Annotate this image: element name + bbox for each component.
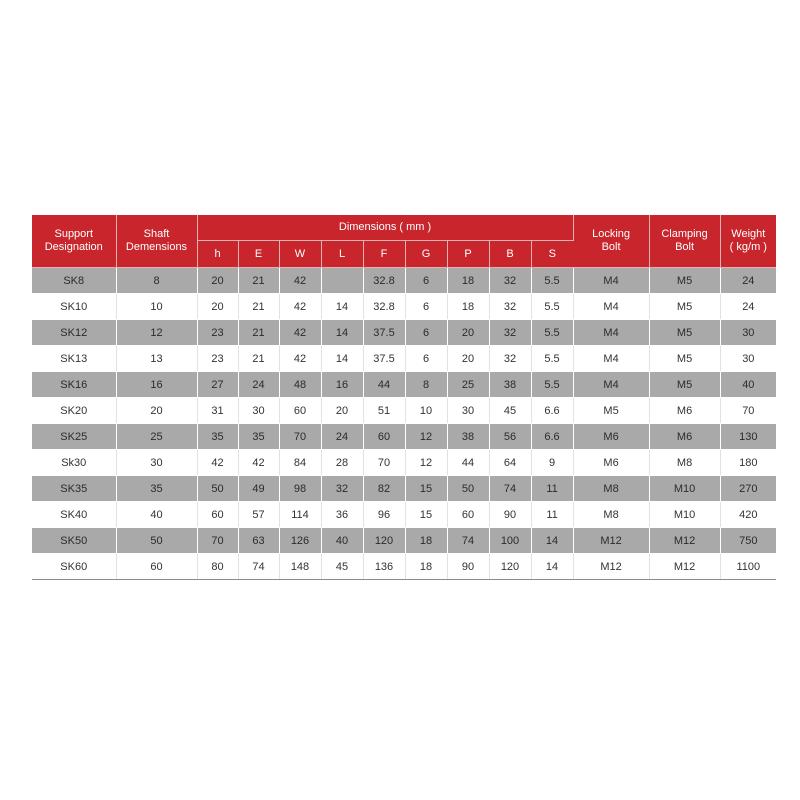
cell-h: 20 (197, 294, 238, 320)
cell-p: 38 (447, 424, 489, 450)
cell-l: 40 (321, 528, 363, 554)
cell-s: 5.5 (531, 346, 573, 372)
cell-g: 10 (405, 398, 447, 424)
cell-clamping-bolt: M6 (649, 398, 720, 424)
cell-g: 6 (405, 320, 447, 346)
cell-h: 60 (197, 502, 238, 528)
cell-clamping-bolt: M12 (649, 554, 720, 580)
cell-weight: 30 (720, 320, 776, 346)
cell-g: 18 (405, 554, 447, 580)
cell-weight: 180 (720, 450, 776, 476)
cell-h: 27 (197, 372, 238, 398)
header-dim-b: B (489, 241, 531, 268)
cell-h: 23 (197, 320, 238, 346)
cell-f: 37.5 (363, 346, 405, 372)
cell-l: 16 (321, 372, 363, 398)
cell-h: 23 (197, 346, 238, 372)
cell-locking-bolt: M8 (573, 476, 649, 502)
cell-p: 20 (447, 320, 489, 346)
cell-l: 45 (321, 554, 363, 580)
cell-f: 37.5 (363, 320, 405, 346)
cell-l: 28 (321, 450, 363, 476)
cell-b: 32 (489, 346, 531, 372)
cell-h: 80 (197, 554, 238, 580)
cell-p: 18 (447, 268, 489, 294)
header-dim-h: h (197, 241, 238, 268)
cell-e: 30 (238, 398, 279, 424)
cell-g: 12 (405, 450, 447, 476)
cell-w: 126 (279, 528, 321, 554)
header-dimensions-mm: Dimensions ( mm ) (197, 215, 573, 241)
spec-table-container (32, 215, 776, 580)
cell-locking-bolt: M4 (573, 320, 649, 346)
cell-h: 31 (197, 398, 238, 424)
cell-weight: 24 (720, 268, 776, 294)
cell-locking-bolt: M6 (573, 424, 649, 450)
table-row (32, 476, 776, 502)
cell-clamping-bolt: M6 (649, 424, 720, 450)
table-body (32, 268, 776, 580)
header-shaft-dimensions: Shaft Demensions (116, 215, 197, 268)
table-row (32, 372, 776, 398)
cell-shaft: 30 (116, 450, 197, 476)
table-row (32, 424, 776, 450)
cell-w: 42 (279, 294, 321, 320)
cell-weight: 130 (720, 424, 776, 450)
cell-e: 63 (238, 528, 279, 554)
cell-w: 84 (279, 450, 321, 476)
cell-e: 57 (238, 502, 279, 528)
cell-s: 6.6 (531, 424, 573, 450)
cell-designation: SK12 (32, 320, 116, 346)
cell-locking-bolt: M12 (573, 554, 649, 580)
cell-weight: 30 (720, 346, 776, 372)
cell-h: 50 (197, 476, 238, 502)
cell-p: 44 (447, 450, 489, 476)
cell-s: 5.5 (531, 372, 573, 398)
cell-h: 35 (197, 424, 238, 450)
table-row (32, 320, 776, 346)
cell-f: 32.8 (363, 294, 405, 320)
cell-l (321, 268, 363, 294)
cell-w: 60 (279, 398, 321, 424)
cell-clamping-bolt: M5 (649, 320, 720, 346)
cell-designation: SK50 (32, 528, 116, 554)
cell-w: 42 (279, 346, 321, 372)
cell-locking-bolt: M8 (573, 502, 649, 528)
cell-shaft: 50 (116, 528, 197, 554)
table-row (32, 554, 776, 580)
cell-p: 18 (447, 294, 489, 320)
table-row (32, 450, 776, 476)
table-row (32, 294, 776, 320)
cell-s: 14 (531, 528, 573, 554)
cell-weight: 70 (720, 398, 776, 424)
cell-shaft: 16 (116, 372, 197, 398)
header-dim-f: F (363, 241, 405, 268)
cell-l: 14 (321, 346, 363, 372)
header-dim-s: S (531, 241, 573, 268)
cell-shaft: 40 (116, 502, 197, 528)
cell-locking-bolt: M6 (573, 450, 649, 476)
cell-h: 20 (197, 268, 238, 294)
cell-clamping-bolt: M8 (649, 450, 720, 476)
cell-g: 15 (405, 502, 447, 528)
cell-b: 120 (489, 554, 531, 580)
cell-b: 32 (489, 294, 531, 320)
cell-s: 11 (531, 476, 573, 502)
cell-b: 74 (489, 476, 531, 502)
cell-e: 42 (238, 450, 279, 476)
cell-p: 20 (447, 346, 489, 372)
cell-locking-bolt: M4 (573, 294, 649, 320)
cell-weight: 24 (720, 294, 776, 320)
cell-l: 36 (321, 502, 363, 528)
cell-clamping-bolt: M5 (649, 372, 720, 398)
table-row (32, 268, 776, 294)
cell-g: 6 (405, 268, 447, 294)
cell-locking-bolt: M4 (573, 346, 649, 372)
cell-g: 18 (405, 528, 447, 554)
table-row (32, 528, 776, 554)
table-row (32, 398, 776, 424)
header-dim-g: G (405, 241, 447, 268)
cell-designation: SK35 (32, 476, 116, 502)
cell-designation: SK16 (32, 372, 116, 398)
cell-designation: SK10 (32, 294, 116, 320)
cell-e: 35 (238, 424, 279, 450)
cell-clamping-bolt: M5 (649, 294, 720, 320)
cell-f: 32.8 (363, 268, 405, 294)
header-dim-l: L (321, 241, 363, 268)
cell-e: 49 (238, 476, 279, 502)
cell-b: 45 (489, 398, 531, 424)
cell-clamping-bolt: M10 (649, 476, 720, 502)
cell-b: 100 (489, 528, 531, 554)
cell-w: 148 (279, 554, 321, 580)
cell-shaft: 12 (116, 320, 197, 346)
header-dim-p: P (447, 241, 489, 268)
header-locking-bolt: Locking Bolt (573, 215, 649, 268)
cell-locking-bolt: M4 (573, 372, 649, 398)
cell-weight: 40 (720, 372, 776, 398)
header-dim-w: W (279, 241, 321, 268)
header-dim-e: E (238, 241, 279, 268)
cell-designation: SK40 (32, 502, 116, 528)
cell-w: 48 (279, 372, 321, 398)
cell-e: 21 (238, 320, 279, 346)
cell-b: 64 (489, 450, 531, 476)
cell-l: 14 (321, 320, 363, 346)
sk-support-spec-table (32, 215, 776, 580)
cell-locking-bolt: M5 (573, 398, 649, 424)
cell-h: 42 (197, 450, 238, 476)
cell-designation: Sk30 (32, 450, 116, 476)
cell-f: 51 (363, 398, 405, 424)
cell-e: 24 (238, 372, 279, 398)
cell-s: 5.5 (531, 320, 573, 346)
cell-b: 56 (489, 424, 531, 450)
cell-g: 6 (405, 294, 447, 320)
cell-l: 14 (321, 294, 363, 320)
cell-g: 6 (405, 346, 447, 372)
cell-shaft: 8 (116, 268, 197, 294)
cell-f: 82 (363, 476, 405, 502)
cell-f: 70 (363, 450, 405, 476)
cell-f: 120 (363, 528, 405, 554)
cell-h: 70 (197, 528, 238, 554)
cell-designation: SK13 (32, 346, 116, 372)
cell-g: 15 (405, 476, 447, 502)
cell-s: 5.5 (531, 268, 573, 294)
cell-shaft: 13 (116, 346, 197, 372)
cell-locking-bolt: M4 (573, 268, 649, 294)
cell-f: 136 (363, 554, 405, 580)
cell-designation: SK60 (32, 554, 116, 580)
cell-p: 50 (447, 476, 489, 502)
cell-b: 32 (489, 320, 531, 346)
cell-shaft: 10 (116, 294, 197, 320)
cell-shaft: 20 (116, 398, 197, 424)
cell-w: 98 (279, 476, 321, 502)
cell-shaft: 60 (116, 554, 197, 580)
cell-p: 25 (447, 372, 489, 398)
cell-e: 21 (238, 268, 279, 294)
cell-shaft: 25 (116, 424, 197, 450)
cell-s: 6.6 (531, 398, 573, 424)
cell-l: 20 (321, 398, 363, 424)
cell-f: 60 (363, 424, 405, 450)
cell-shaft: 35 (116, 476, 197, 502)
cell-weight: 420 (720, 502, 776, 528)
cell-e: 21 (238, 294, 279, 320)
cell-clamping-bolt: M10 (649, 502, 720, 528)
header-clamping-bolt: Clamping Bolt (649, 215, 720, 268)
cell-b: 38 (489, 372, 531, 398)
cell-clamping-bolt: M5 (649, 268, 720, 294)
cell-l: 32 (321, 476, 363, 502)
cell-l: 24 (321, 424, 363, 450)
cell-s: 9 (531, 450, 573, 476)
table-row (32, 502, 776, 528)
cell-w: 70 (279, 424, 321, 450)
cell-w: 114 (279, 502, 321, 528)
cell-weight: 750 (720, 528, 776, 554)
cell-e: 74 (238, 554, 279, 580)
cell-clamping-bolt: M5 (649, 346, 720, 372)
cell-p: 30 (447, 398, 489, 424)
cell-designation: SK25 (32, 424, 116, 450)
table-header (32, 215, 776, 268)
cell-b: 90 (489, 502, 531, 528)
cell-s: 11 (531, 502, 573, 528)
cell-f: 44 (363, 372, 405, 398)
cell-locking-bolt: M12 (573, 528, 649, 554)
cell-weight: 1100 (720, 554, 776, 580)
cell-g: 8 (405, 372, 447, 398)
cell-designation: SK20 (32, 398, 116, 424)
cell-g: 12 (405, 424, 447, 450)
header-support-designation: Support Designation (32, 215, 116, 268)
cell-p: 90 (447, 554, 489, 580)
cell-e: 21 (238, 346, 279, 372)
cell-b: 32 (489, 268, 531, 294)
cell-designation: SK8 (32, 268, 116, 294)
cell-s: 5.5 (531, 294, 573, 320)
cell-p: 60 (447, 502, 489, 528)
cell-s: 14 (531, 554, 573, 580)
cell-w: 42 (279, 320, 321, 346)
table-row (32, 346, 776, 372)
header-weight: Weight ( kg/m ) (720, 215, 776, 268)
cell-weight: 270 (720, 476, 776, 502)
cell-p: 74 (447, 528, 489, 554)
cell-f: 96 (363, 502, 405, 528)
cell-w: 42 (279, 268, 321, 294)
cell-clamping-bolt: M12 (649, 528, 720, 554)
